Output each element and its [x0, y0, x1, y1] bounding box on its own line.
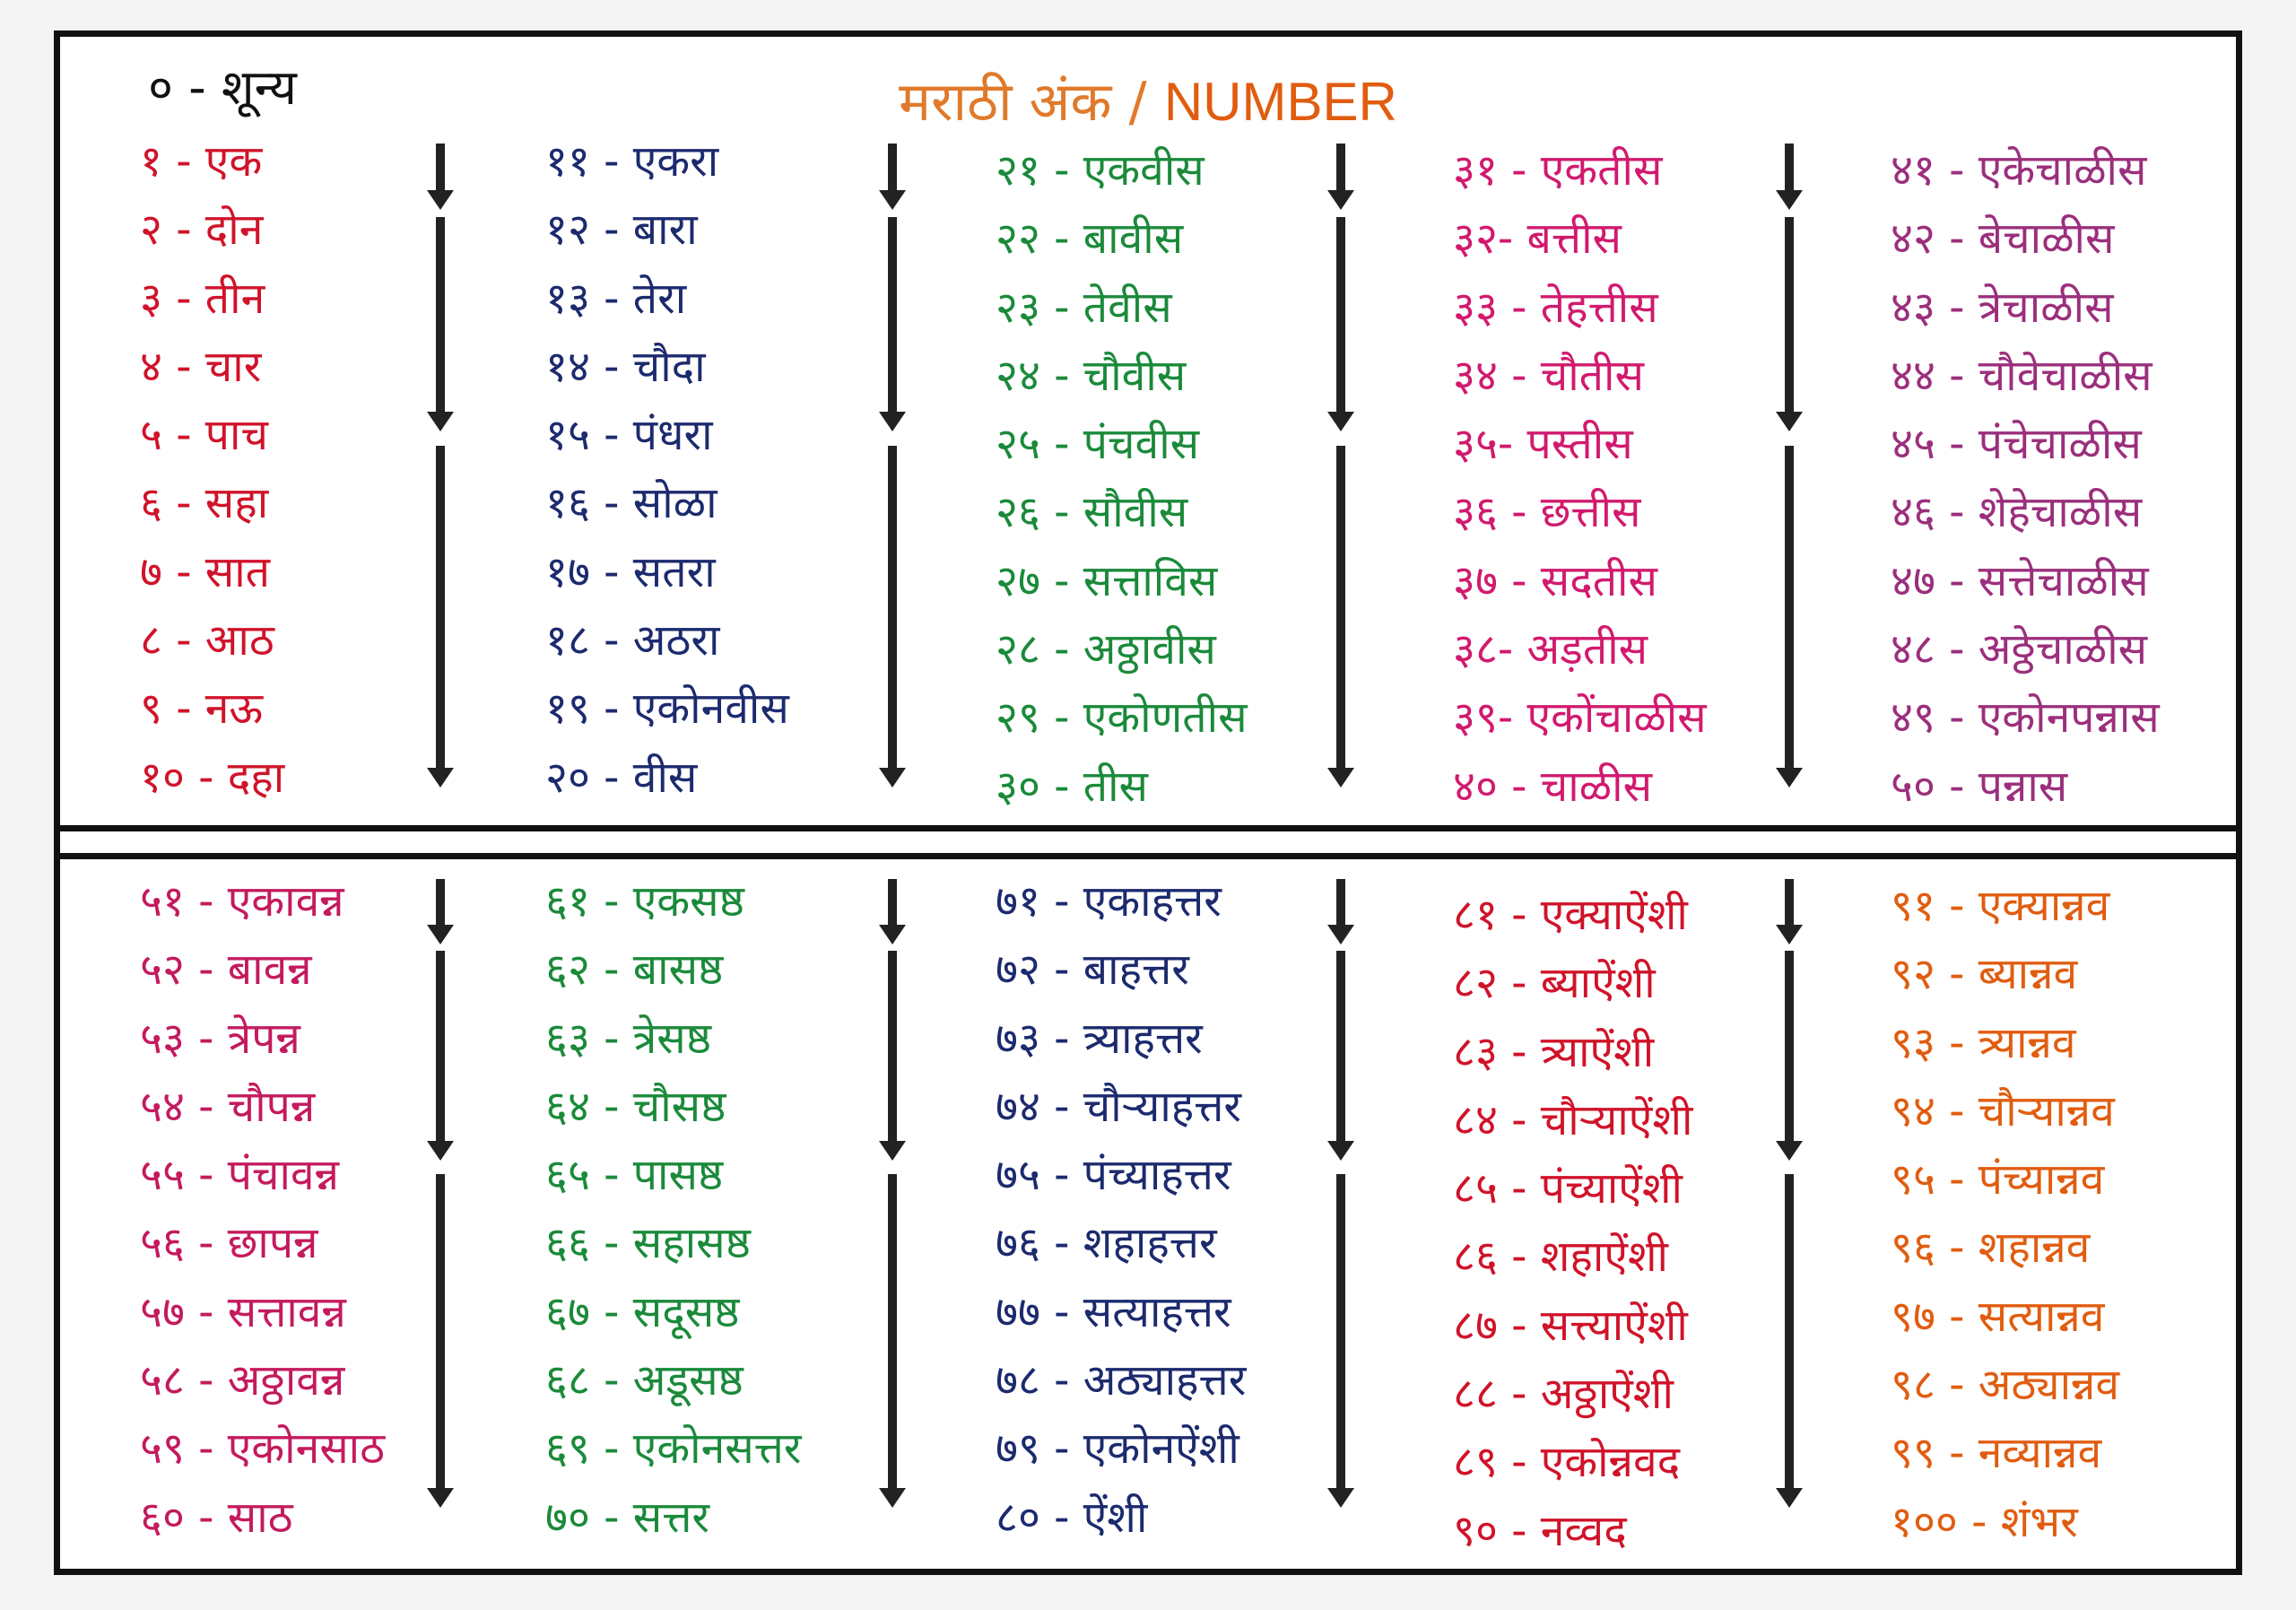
- down-arrow-icon: [866, 144, 920, 814]
- number-entry: १२ - बारा: [545, 205, 698, 256]
- number-entry: ६ - सहा: [140, 478, 269, 529]
- number-entry: ८२ - ब्याऐंशी: [1453, 958, 1656, 1009]
- number-entry: ४० - चाळीस: [1453, 761, 1653, 812]
- number-entry: ४३ - त्रेचाळीस: [1891, 282, 2114, 333]
- number-entry: १६ - सोळा: [545, 478, 718, 529]
- number-entry: ५० - पन्नास: [1891, 761, 2068, 812]
- numbers-51-60: [140, 875, 385, 1559]
- number-entry: ७९ - एकोनऐंशी: [996, 1423, 1239, 1475]
- down-arrow-icon: [1763, 879, 1817, 1534]
- numbers-91-100: [1891, 879, 2119, 1563]
- number-entry: १० - दहा: [140, 752, 285, 803]
- number-entry: ६७ - सदूसष्ठ: [545, 1286, 740, 1337]
- number-entry: ३२- बत्तीस: [1453, 213, 1622, 265]
- number-entry: ७० - सत्तर: [545, 1492, 710, 1543]
- number-entry: ३१ - एकतीस: [1453, 145, 1663, 196]
- number-entry: ८५ - पंच्याऐंशी: [1453, 1163, 1683, 1214]
- section-divider-bottom: [54, 853, 2242, 859]
- number-entry: २८ - अठ्ठावीस: [996, 624, 1216, 675]
- number-entry: ४७ - सत्तेचाळीस: [1891, 555, 2149, 606]
- number-entry: ४४ - चौवेचाळीस: [1891, 350, 2152, 401]
- number-entry: ८१ - एक्याऐंशी: [1453, 890, 1688, 940]
- number-entry: ७४ - चौऱ्याहत्तर: [996, 1081, 1242, 1132]
- number-entry: २९ - एकोणतीस: [996, 692, 1248, 744]
- number-entry: ५९ - एकोनसाठ: [140, 1423, 386, 1475]
- number-entry: ९७ - सत्यान्नव: [1891, 1291, 2105, 1342]
- number-entry: ६९ - एकोनसत्तर: [545, 1423, 802, 1475]
- number-entry: १९ - एकोनवीस: [545, 683, 789, 735]
- down-arrow-icon: [1763, 144, 1817, 814]
- number-entry: ४२ - बेचाळीस: [1891, 213, 2115, 265]
- number-entry: ८३ - त्र्याऐंशी: [1453, 1026, 1655, 1077]
- number-entry: ४५ - पंचेचाळीस: [1891, 419, 2142, 470]
- number-entry: ९० - नव्वद: [1453, 1505, 1627, 1556]
- number-entry: २५ - पंचवीस: [996, 419, 1200, 470]
- number-entry: ८८ - अठ्ठाऐंशी: [1453, 1369, 1674, 1420]
- number-entry: ६३ - त्रेसष्ठ: [545, 1013, 711, 1064]
- number-entry: ९९ - नव्यान्नव: [1891, 1428, 2102, 1479]
- down-arrow-icon: [1315, 144, 1369, 814]
- number-entry: ४९ - एकोनपन्नास: [1891, 692, 2160, 744]
- number-entry: ६० - साठ: [140, 1492, 293, 1543]
- numbers-61-70: [545, 875, 802, 1559]
- number-entry: ५१ - एकावन्न: [140, 876, 344, 927]
- title-english: NUMBER: [1163, 72, 1397, 132]
- numbers-31-40: [1453, 144, 1707, 828]
- number-entry: १५ - पंधरा: [545, 410, 713, 461]
- number-entry: ७१ - एकाहत्तर: [996, 876, 1222, 927]
- number-entry: ८४ - चौऱ्याऐंशी: [1453, 1094, 1693, 1145]
- number-entry: ३८- अड़तीस: [1453, 624, 1648, 675]
- number-entry: २१ - एकवीस: [996, 145, 1205, 196]
- number-entry: १४ - चौदा: [545, 341, 706, 392]
- zero-label: ० - शून्य: [148, 59, 297, 116]
- number-entry: ४८ - अठ्ठेचाळीस: [1891, 624, 2148, 675]
- number-entry: २६ - सौवीस: [996, 487, 1188, 538]
- down-arrow-icon: [1315, 879, 1369, 1534]
- number-entry: ३३ - तेहत्तीस: [1453, 282, 1658, 333]
- number-entry: १ - एक: [140, 136, 263, 187]
- number-entry: ७५ - पंच्याहत्तर: [996, 1150, 1231, 1201]
- number-entry: ९३ - त्र्यान्नव: [1891, 1017, 2076, 1068]
- number-entry: १८ - अठरा: [545, 615, 720, 666]
- number-entry: ७२ - बाहत्तर: [996, 944, 1189, 996]
- number-entry: ६४ - चौसष्ठ: [545, 1081, 726, 1132]
- number-entry: ९४ - चौऱ्यान्नव: [1891, 1085, 2115, 1136]
- number-entry: ९६ - शहान्नव: [1891, 1223, 2091, 1274]
- number-entry: ६२ - बासष्ठ: [545, 944, 724, 996]
- number-entry: ८६ - शहाऐंशी: [1453, 1231, 1668, 1283]
- numbers-21-30: [996, 144, 1248, 828]
- number-entry: ५८ - अठ्ठावन्न: [140, 1355, 345, 1406]
- number-entry: ९५ - पंच्यान्नव: [1891, 1154, 2105, 1205]
- number-entry: ४१ - एकेचाळीस: [1891, 145, 2147, 196]
- number-entry: ८ - आठ: [140, 615, 274, 666]
- number-entry: ३४ - चौतीस: [1453, 350, 1644, 401]
- number-entry: २३ - तेवीस: [996, 282, 1172, 333]
- number-entry: ३६ - छत्तीस: [1453, 487, 1641, 538]
- number-entry: ५ - पाच: [140, 410, 268, 461]
- numbers-81-90: [1453, 888, 1692, 1572]
- number-entry: २० - वीस: [545, 752, 698, 803]
- number-entry: ४६ - शेहेचाळीस: [1891, 487, 2143, 538]
- number-entry: ६५ - पासष्ठ: [545, 1150, 724, 1201]
- number-entry: ५५ - पंचावन्न: [140, 1150, 339, 1201]
- number-entry: ५३ - त्रेपन्न: [140, 1013, 300, 1064]
- number-entry: ७३ - त्र्याहत्तर: [996, 1013, 1203, 1064]
- number-entry: ५७ - सत्तावन्न: [140, 1286, 346, 1337]
- numbers-41-50: [1891, 144, 2160, 828]
- number-entry: ६८ - अडूसष्ठ: [545, 1355, 744, 1406]
- numbers-11-20: [545, 135, 789, 819]
- number-entry: ३५- पस्तीस: [1453, 419, 1633, 470]
- number-entry: २ - दोन: [140, 205, 264, 256]
- number-entry: ८० - ऐंशी: [996, 1492, 1148, 1543]
- number-entry: १३ - तेरा: [545, 273, 687, 324]
- numbers-1-10: [140, 135, 284, 819]
- number-entry: ७७ - सत्याहत्तर: [996, 1286, 1231, 1337]
- number-entry: ९२ - ब्यान्नव: [1891, 949, 2078, 1000]
- number-entry: ९१ - एक्यान्नव: [1891, 881, 2110, 931]
- title-marathi: मराठी अंक /: [899, 71, 1164, 134]
- number-entry: ८७ - सत्त्याऐंशी: [1453, 1300, 1688, 1351]
- number-entry: ३० - तीस: [996, 761, 1148, 812]
- number-entry: १७ - सतरा: [545, 546, 716, 597]
- number-entry: ५४ - चौपन्न: [140, 1081, 316, 1132]
- number-entry: ११ - एकरा: [545, 136, 719, 187]
- number-entry: ८९ - एकोन्नवद: [1453, 1437, 1681, 1488]
- numbers-71-80: [996, 875, 1246, 1559]
- down-arrow-icon: [414, 144, 468, 814]
- down-arrow-icon: [866, 879, 920, 1534]
- number-entry: ७८ - अठ्याहत्तर: [996, 1355, 1247, 1406]
- number-entry: २४ - चौवीस: [996, 350, 1187, 401]
- down-arrow-icon: [414, 879, 468, 1534]
- number-entry: ६१ - एकसष्ठ: [545, 876, 744, 927]
- number-entry: ९८ - अठ्यान्नव: [1891, 1360, 2120, 1411]
- number-entry: १०० - शंभर: [1891, 1496, 2078, 1547]
- number-entry: ५२ - बावन्न: [140, 944, 312, 996]
- number-entry: ७६ - शहाहत्तर: [996, 1218, 1217, 1269]
- number-entry: ७ - सात: [140, 546, 271, 597]
- number-entry: ४ - चार: [140, 341, 262, 392]
- number-entry: ५६ - छापन्न: [140, 1218, 318, 1269]
- number-entry: ३९- एकोंचाळीस: [1453, 692, 1707, 744]
- number-entry: ३ - तीन: [140, 273, 265, 324]
- number-entry: २२ - बावीस: [996, 213, 1184, 265]
- number-entry: ३७ - सदतीस: [1453, 555, 1657, 606]
- number-entry: ६६ - सहासष्ठ: [545, 1218, 751, 1269]
- number-entry: २७ - सत्ताविस: [996, 555, 1218, 606]
- number-entry: ९ - नऊ: [140, 683, 264, 735]
- page-title: [0, 63, 2296, 136]
